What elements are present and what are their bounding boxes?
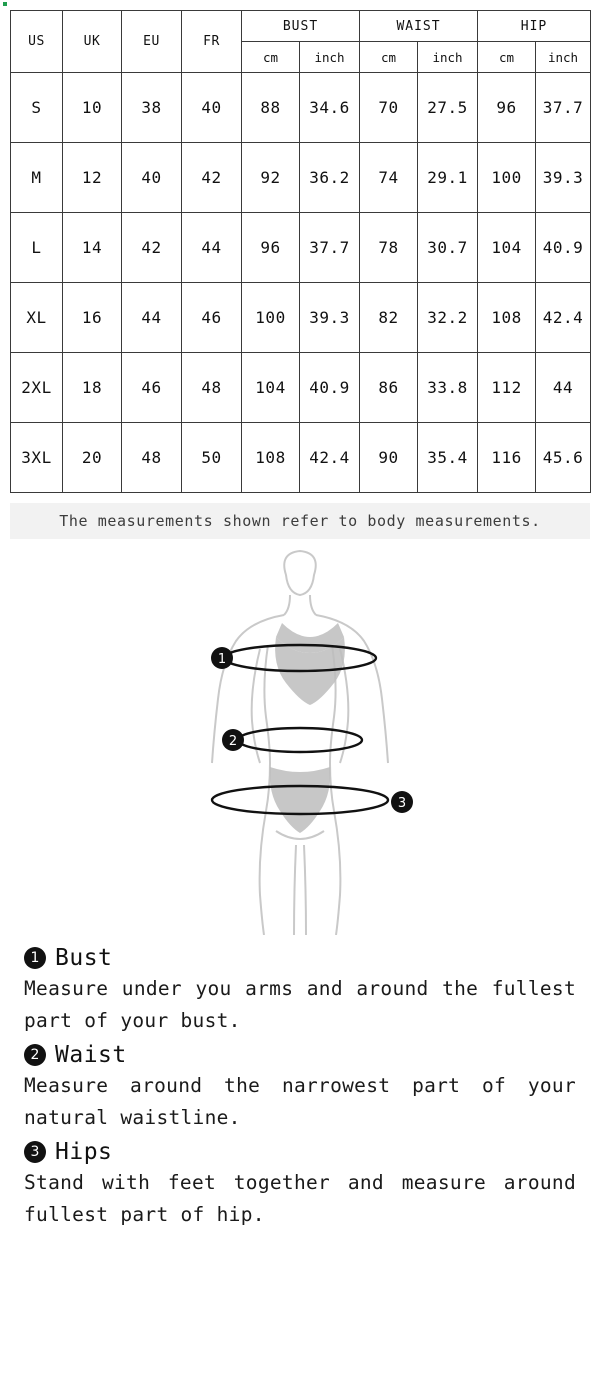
number-2-icon: 2 [24,1044,46,1066]
cell-waist-cm: 90 [360,423,418,493]
header-uk: UK [63,11,122,73]
instruction-body-bust: Measure under you arms and around the fullest part of your bust. [24,977,576,1032]
cell-hip-cm: 104 [478,213,536,283]
measurement-instructions [0,935,600,1256]
cell-hip-inch: 45.6 [536,423,591,493]
cell-uk: 14 [63,213,122,283]
cell-waist-inch: 29.1 [418,143,478,213]
cell-waist-cm: 82 [360,283,418,353]
cell-bust-inch: 39.3 [300,283,360,353]
header-hip-inch: inch [536,42,591,73]
cell-eu: 42 [122,213,182,283]
header-waist-inch: inch [418,42,478,73]
neck-left [284,595,290,615]
cell-hip-cm: 112 [478,353,536,423]
cell-us: M [11,143,63,213]
cell-us: S [11,73,63,143]
body-diagram [0,545,600,935]
table-header-row-groups [11,11,591,42]
header-bust-inch: inch [300,42,360,73]
cell-hip-cm: 108 [478,283,536,353]
cell-hip-inch: 42.4 [536,283,591,353]
cell-uk: 16 [63,283,122,353]
table-body [11,73,591,493]
header-bust: BUST [242,11,360,42]
cell-hip-inch: 40.9 [536,213,591,283]
cell-eu: 38 [122,73,182,143]
cell-bust-inch: 40.9 [300,353,360,423]
cell-waist-cm: 86 [360,353,418,423]
table-row [11,143,591,213]
header-eu: EU [122,11,182,73]
cell-waist-cm: 70 [360,73,418,143]
cell-hip-inch: 39.3 [536,143,591,213]
cell-bust-cm: 88 [242,73,300,143]
cell-waist-inch: 33.8 [418,353,478,423]
header-hip-cm: cm [478,42,536,73]
instruction-heading-hips [24,1139,576,1165]
instruction-title-bust: Bust [55,945,113,971]
bust-marker-label: 1 [217,652,227,667]
number-1-icon: 1 [24,947,46,969]
cell-fr: 44 [182,213,242,283]
body-diagram-svg [90,545,510,935]
cell-us: L [11,213,63,283]
header-waist-cm: cm [360,42,418,73]
cell-bust-cm: 100 [242,283,300,353]
leg-left-outer [260,811,266,935]
cell-uk: 12 [63,143,122,213]
corner-marker [3,2,7,6]
header-waist: WAIST [360,11,478,42]
table-header [11,11,591,73]
cell-bust-cm: 108 [242,423,300,493]
cell-us: 2XL [11,353,63,423]
cell-waist-inch: 30.7 [418,213,478,283]
waist-measure-line [238,728,362,752]
leg-right-inner [304,845,306,935]
header-us: US [11,11,63,73]
cell-fr: 40 [182,73,242,143]
number-3-icon: 3 [24,1141,46,1163]
cell-hip-cm: 100 [478,143,536,213]
hip-marker-label: 3 [397,796,407,811]
cell-fr: 42 [182,143,242,213]
cell-bust-inch: 37.7 [300,213,360,283]
cell-hip-inch: 44 [536,353,591,423]
table-row [11,283,591,353]
table-row [11,353,591,423]
size-chart-table-container [0,0,600,493]
table-row [11,213,591,283]
instruction-body-waist: Measure around the narrowest part of your natural waistline. [24,1074,576,1129]
cell-waist-inch: 27.5 [418,73,478,143]
cell-eu: 44 [122,283,182,353]
cell-fr: 48 [182,353,242,423]
cell-fr: 50 [182,423,242,493]
cell-hip-cm: 116 [478,423,536,493]
header-fr: FR [182,11,242,73]
cell-hip-cm: 96 [478,73,536,143]
instruction-title-waist: Waist [55,1042,127,1069]
table-row [11,73,591,143]
header-hip: HIP [478,11,591,42]
cell-uk: 20 [63,423,122,493]
cell-bust-cm: 104 [242,353,300,423]
neck-right [310,595,316,615]
cell-hip-inch: 37.7 [536,73,591,143]
cell-bust-inch: 36.2 [300,143,360,213]
cell-fr: 46 [182,283,242,353]
instruction-body-hips: Stand with feet together and measure around fullest part of hip. [24,1171,576,1226]
cell-uk: 18 [63,353,122,423]
cell-bust-inch: 34.6 [300,73,360,143]
bikini-bottom [270,767,331,833]
cell-eu: 40 [122,143,182,213]
instruction-title-hips: Hips [55,1139,113,1166]
measurement-note-text: The measurements shown refer to body measurements. [59,512,541,530]
instruction-heading-waist [24,1042,576,1068]
cell-us: 3XL [11,423,63,493]
cell-waist-inch: 32.2 [418,283,478,353]
arm-left-inner [252,649,260,763]
leg-right-outer [334,811,340,935]
waist-marker-label: 2 [228,734,238,749]
cell-eu: 48 [122,423,182,493]
header-bust-cm: cm [242,42,300,73]
cell-us: XL [11,283,63,353]
table-row [11,423,591,493]
cell-eu: 46 [122,353,182,423]
cell-waist-cm: 78 [360,213,418,283]
cell-waist-inch: 35.4 [418,423,478,493]
cell-uk: 10 [63,73,122,143]
cell-bust-cm: 96 [242,213,300,283]
cell-waist-cm: 74 [360,143,418,213]
measurement-note [10,503,590,539]
leg-left-inner [294,845,296,935]
instruction-heading-bust [24,945,576,971]
head-outline [284,551,316,595]
cell-bust-inch: 42.4 [300,423,360,493]
size-chart-table [10,10,591,493]
cell-bust-cm: 92 [242,143,300,213]
